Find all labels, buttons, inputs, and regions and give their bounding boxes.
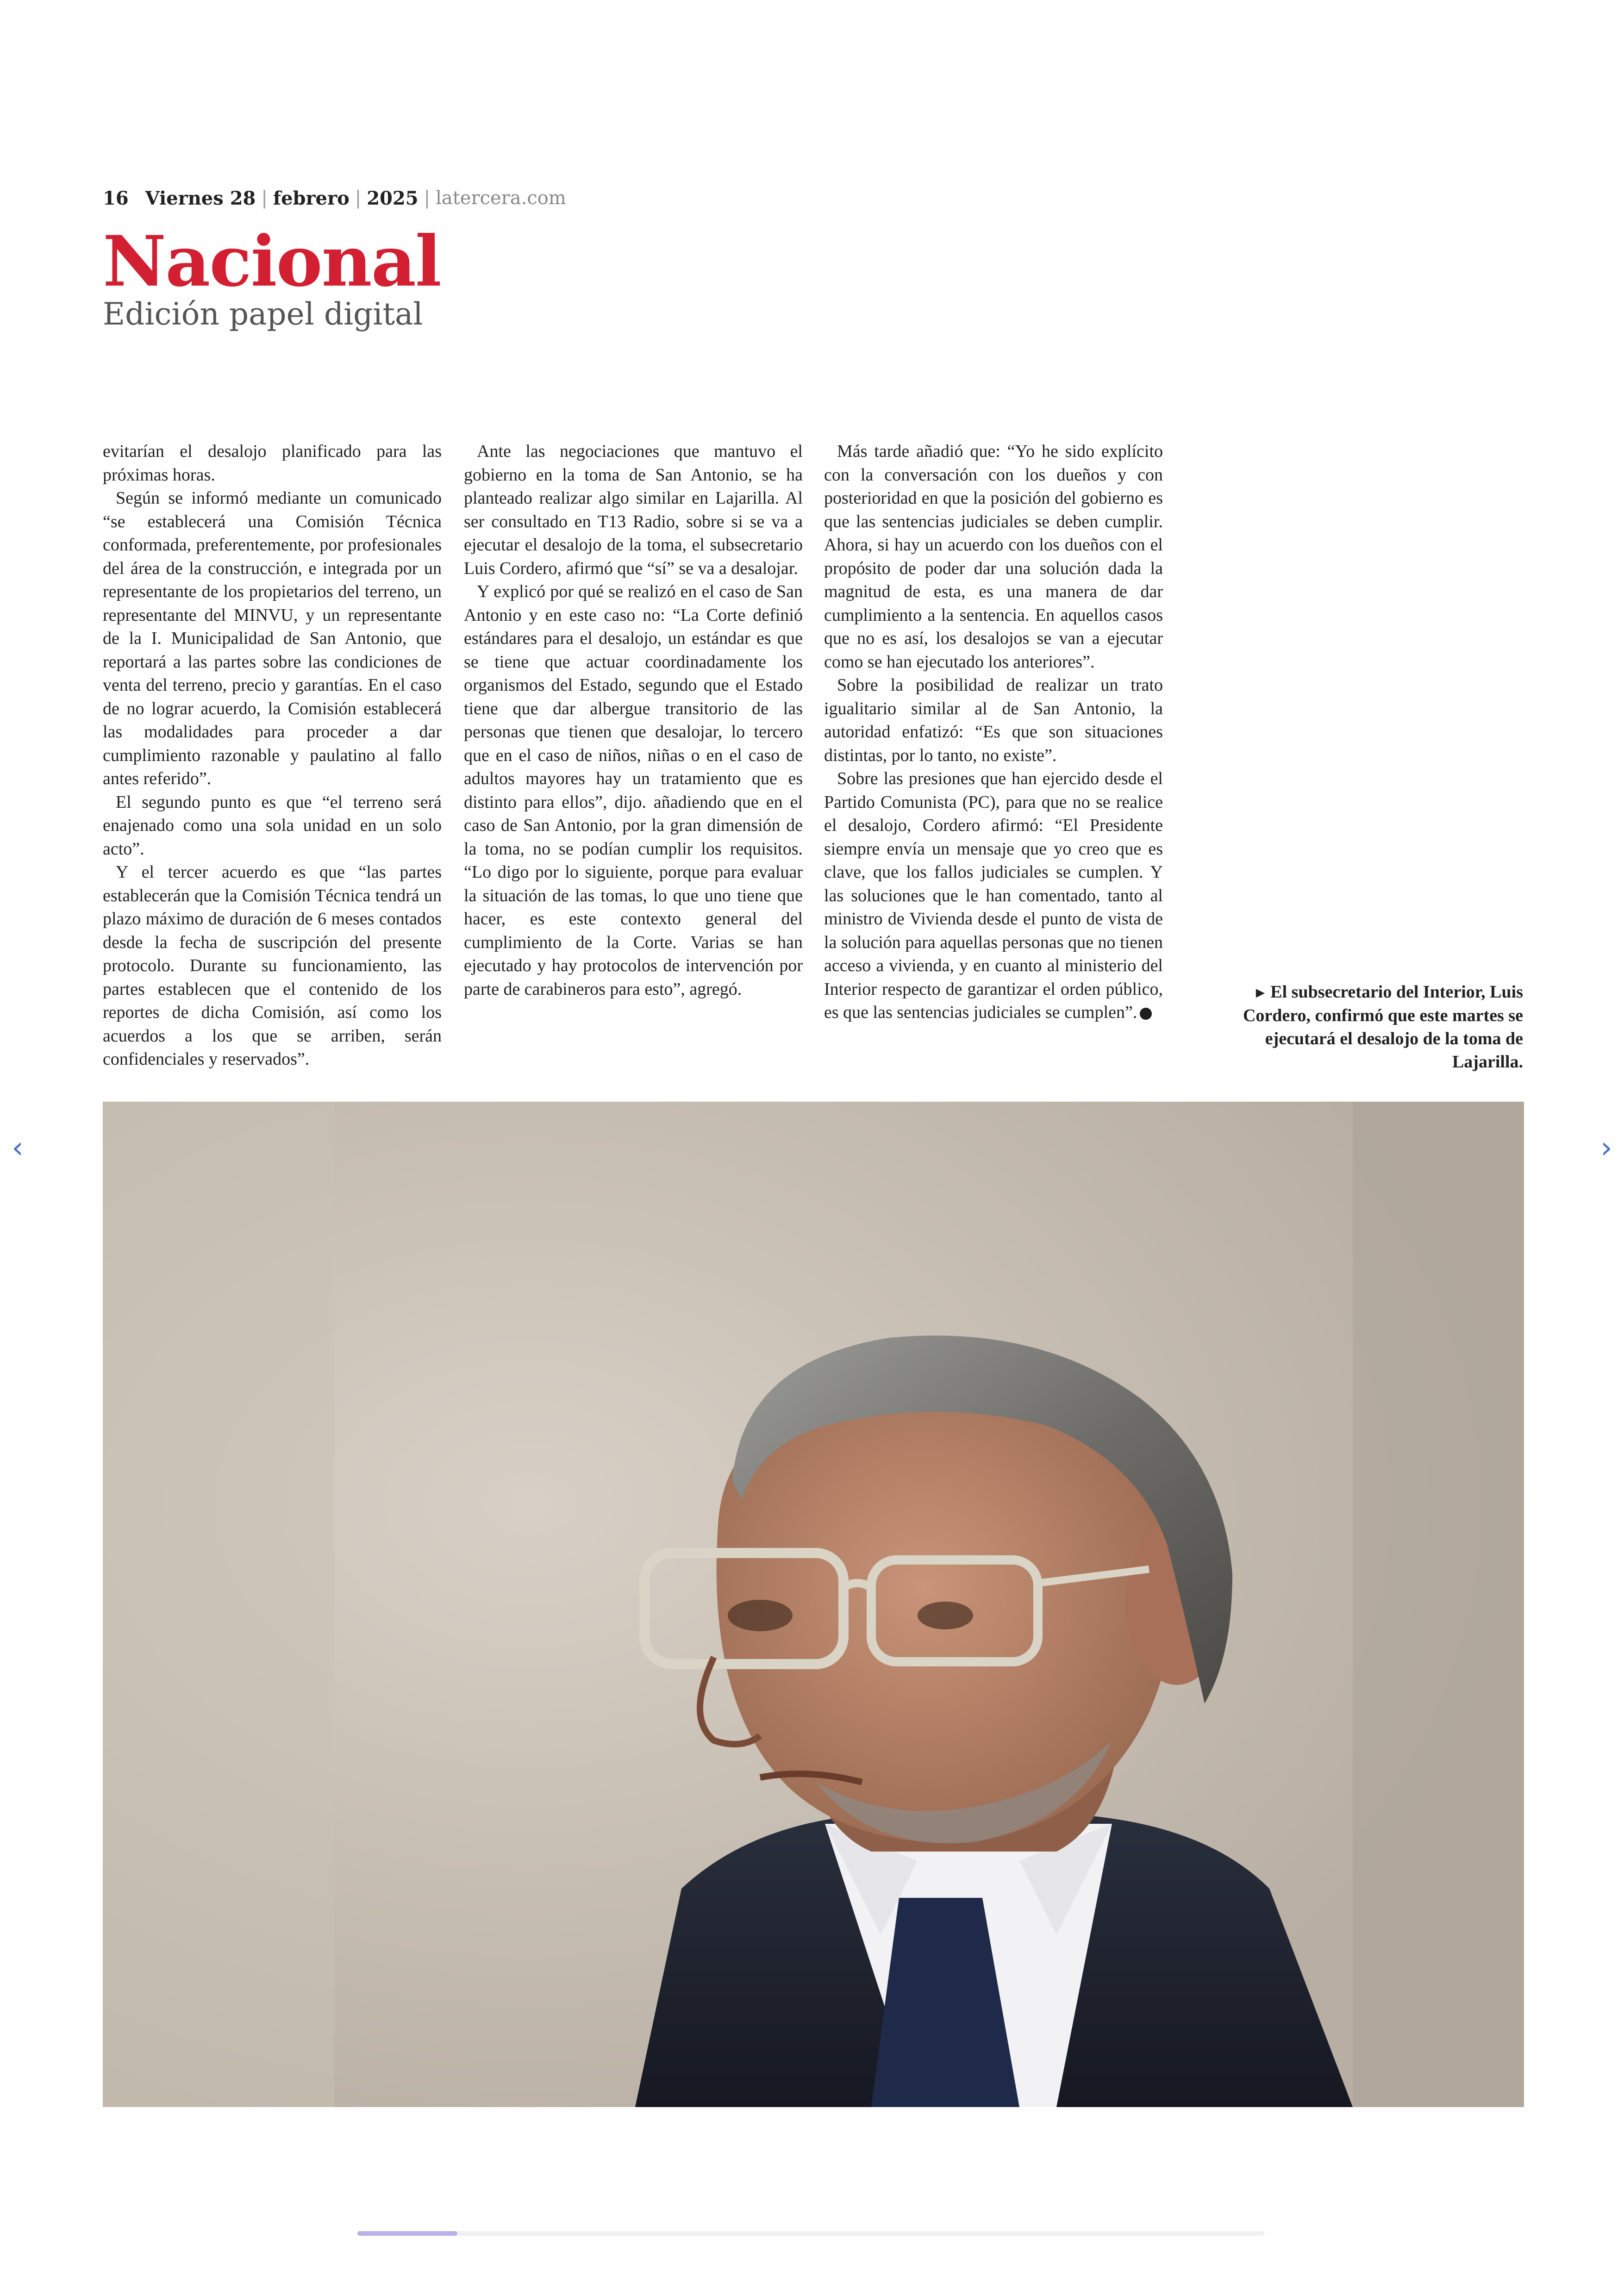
- header-site: latercera.com: [436, 187, 566, 209]
- portrait-illustration: [103, 1102, 1524, 2107]
- chevron-right-icon[interactable]: ›: [1600, 1131, 1612, 1165]
- header-separator: |: [355, 187, 362, 209]
- article-photo: [103, 1102, 1524, 2107]
- paragraph-text: Sobre las presiones que han ejercido desde el Partido Comunista (PC), para que no se realice el desalojo, Cordero afirmó: “El Presidente siempre envía un mensaje que yo creo que es clave, que los fallos judiciales se cumplen. Y las soluciones que le han comentado, tanto al ministro de Vivienda desde el punto de vista de la solución para aquellas personas que no tienen acceso a vivienda, y en cuanto al ministerio del Interior respecto de garantizar el orden público, es que las sentencias judiciales se cumplen”.: [824, 769, 1163, 1022]
- chevron-left-icon[interactable]: ‹: [12, 1131, 24, 1165]
- photo-caption: [1204, 980, 1523, 1073]
- article-column-3: [824, 440, 1163, 1024]
- paragraph: Y explicó por qué se realizó en el caso de San Antonio y en este caso no: “La Corte definió estándares para el desalojo, un estándar es que se tiene que actuar coordinadamente los organismos del Estado, segundo que el Estado tiene que dar albergue transitorio de las personas que tienen que desalojar, lo tercero que en el caso de niños, niñas o en el caso de adultos mayores hay un tratamiento que es distinto para ellos”, dijo. añadiendo que en el caso de San Antonio, por la gran dimensión de la toma, no se podían cumplir los requisitos. “Lo digo por lo siguiente, porque para evaluar la situación de las tomas, lo que uno tiene que hacer, es este contexto general del cumplimiento de la Corte. Varias se han ejecutado y hay protocolos de intervención por parte de carabineros para esto”, agregó.: [464, 582, 803, 999]
- header-month: febrero: [273, 187, 350, 209]
- header-separator: |: [424, 187, 431, 209]
- reading-progress-fill: [357, 2231, 457, 2236]
- article-column-1: [103, 440, 442, 1071]
- paragraph: Según se informó mediante un comunicado “se establecerá una Comisión Técnica conformada, preferentemente, por profesionales del área de la construcción, e integrada por un representante de los propietarios del terreno, un representante del MINVU, y un representante de la I. Municipalidad de San Antonio, que reportará a las partes sobre las condiciones de venta del terreno, precio y garantías. En el caso de no lograr acuerdo, la Comisión establecerá las modalidades para proceder a dar cumplimiento razonable y paulatino al fallo antes referido”.: [103, 488, 442, 788]
- paragraph: Sobre la posibilidad de realizar un trato igualitario similar al de San Antonio, la autoridad enfatizó: “Es que son situaciones distintas, por lo tanto, no existe”.: [824, 675, 1163, 765]
- page-header: [103, 183, 566, 213]
- section-title: Nacional: [103, 221, 441, 302]
- paragraph-last: [824, 767, 1163, 1024]
- caption-text: El subsecretario del Interior, Luis Cordero, confirmó que este martes se ejecutará el desalojo de la toma de Lajarilla.: [1243, 982, 1523, 1072]
- paragraph: El segundo punto es que “el terreno será enajenado como una sola unidad en un solo acto”.: [103, 792, 442, 859]
- header-separator: |: [261, 187, 268, 209]
- reading-progress-bar[interactable]: [357, 2231, 1265, 2236]
- paragraph: Ante las negociaciones que mantuvo el gobierno en la toma de San Antonio, se ha planteado realizar algo similar en Lajarilla. Al ser consultado en T13 Radio, sobre si se va a ejecutar el desalojo de la toma, el subsecretario Luis Cordero, afirmó que “sí” se va a desalojar.: [464, 442, 803, 578]
- page-number: 16: [103, 187, 129, 209]
- article-column-2: [464, 440, 803, 1001]
- paragraph: Más tarde añadió que: “Yo he sido explícito con la conversación con los dueños y con posterioridad en que la posición del gobierno es que las sentencias judiciales se deben cumplir. Ahora, si hay un acuerdo con los dueños con el propósito de poder dar una solución dada la magnitud de esta, es una manera de dar cumplimiento a la sentencia. En aquellos casos que no es así, los desalojos se van a ejecutar como se han ejecutado los anteriores”.: [824, 442, 1163, 672]
- header-day: Viernes 28: [145, 187, 256, 209]
- paragraph: Y el tercer acuerdo es que “las partes establecerán que la Comisión Técnica tendrá un plazo máximo de duración de 6 meses contados desde la fecha de suscripción del presente protocolo. Durante su funcionamiento, las partes establecen que el contenido de los reportes de dicha Comisión, así como los acuerdos a los que se arriben, serán confidenciales y reservados”.: [103, 862, 442, 1069]
- end-mark-icon: [1140, 1008, 1152, 1020]
- section-subtitle: Edición papel digital: [103, 296, 423, 332]
- caption-arrow-icon: ►: [1253, 984, 1268, 1001]
- paragraph: evitarían el desalojo planificado para las próximas horas.: [103, 442, 442, 485]
- header-year: 2025: [367, 187, 418, 209]
